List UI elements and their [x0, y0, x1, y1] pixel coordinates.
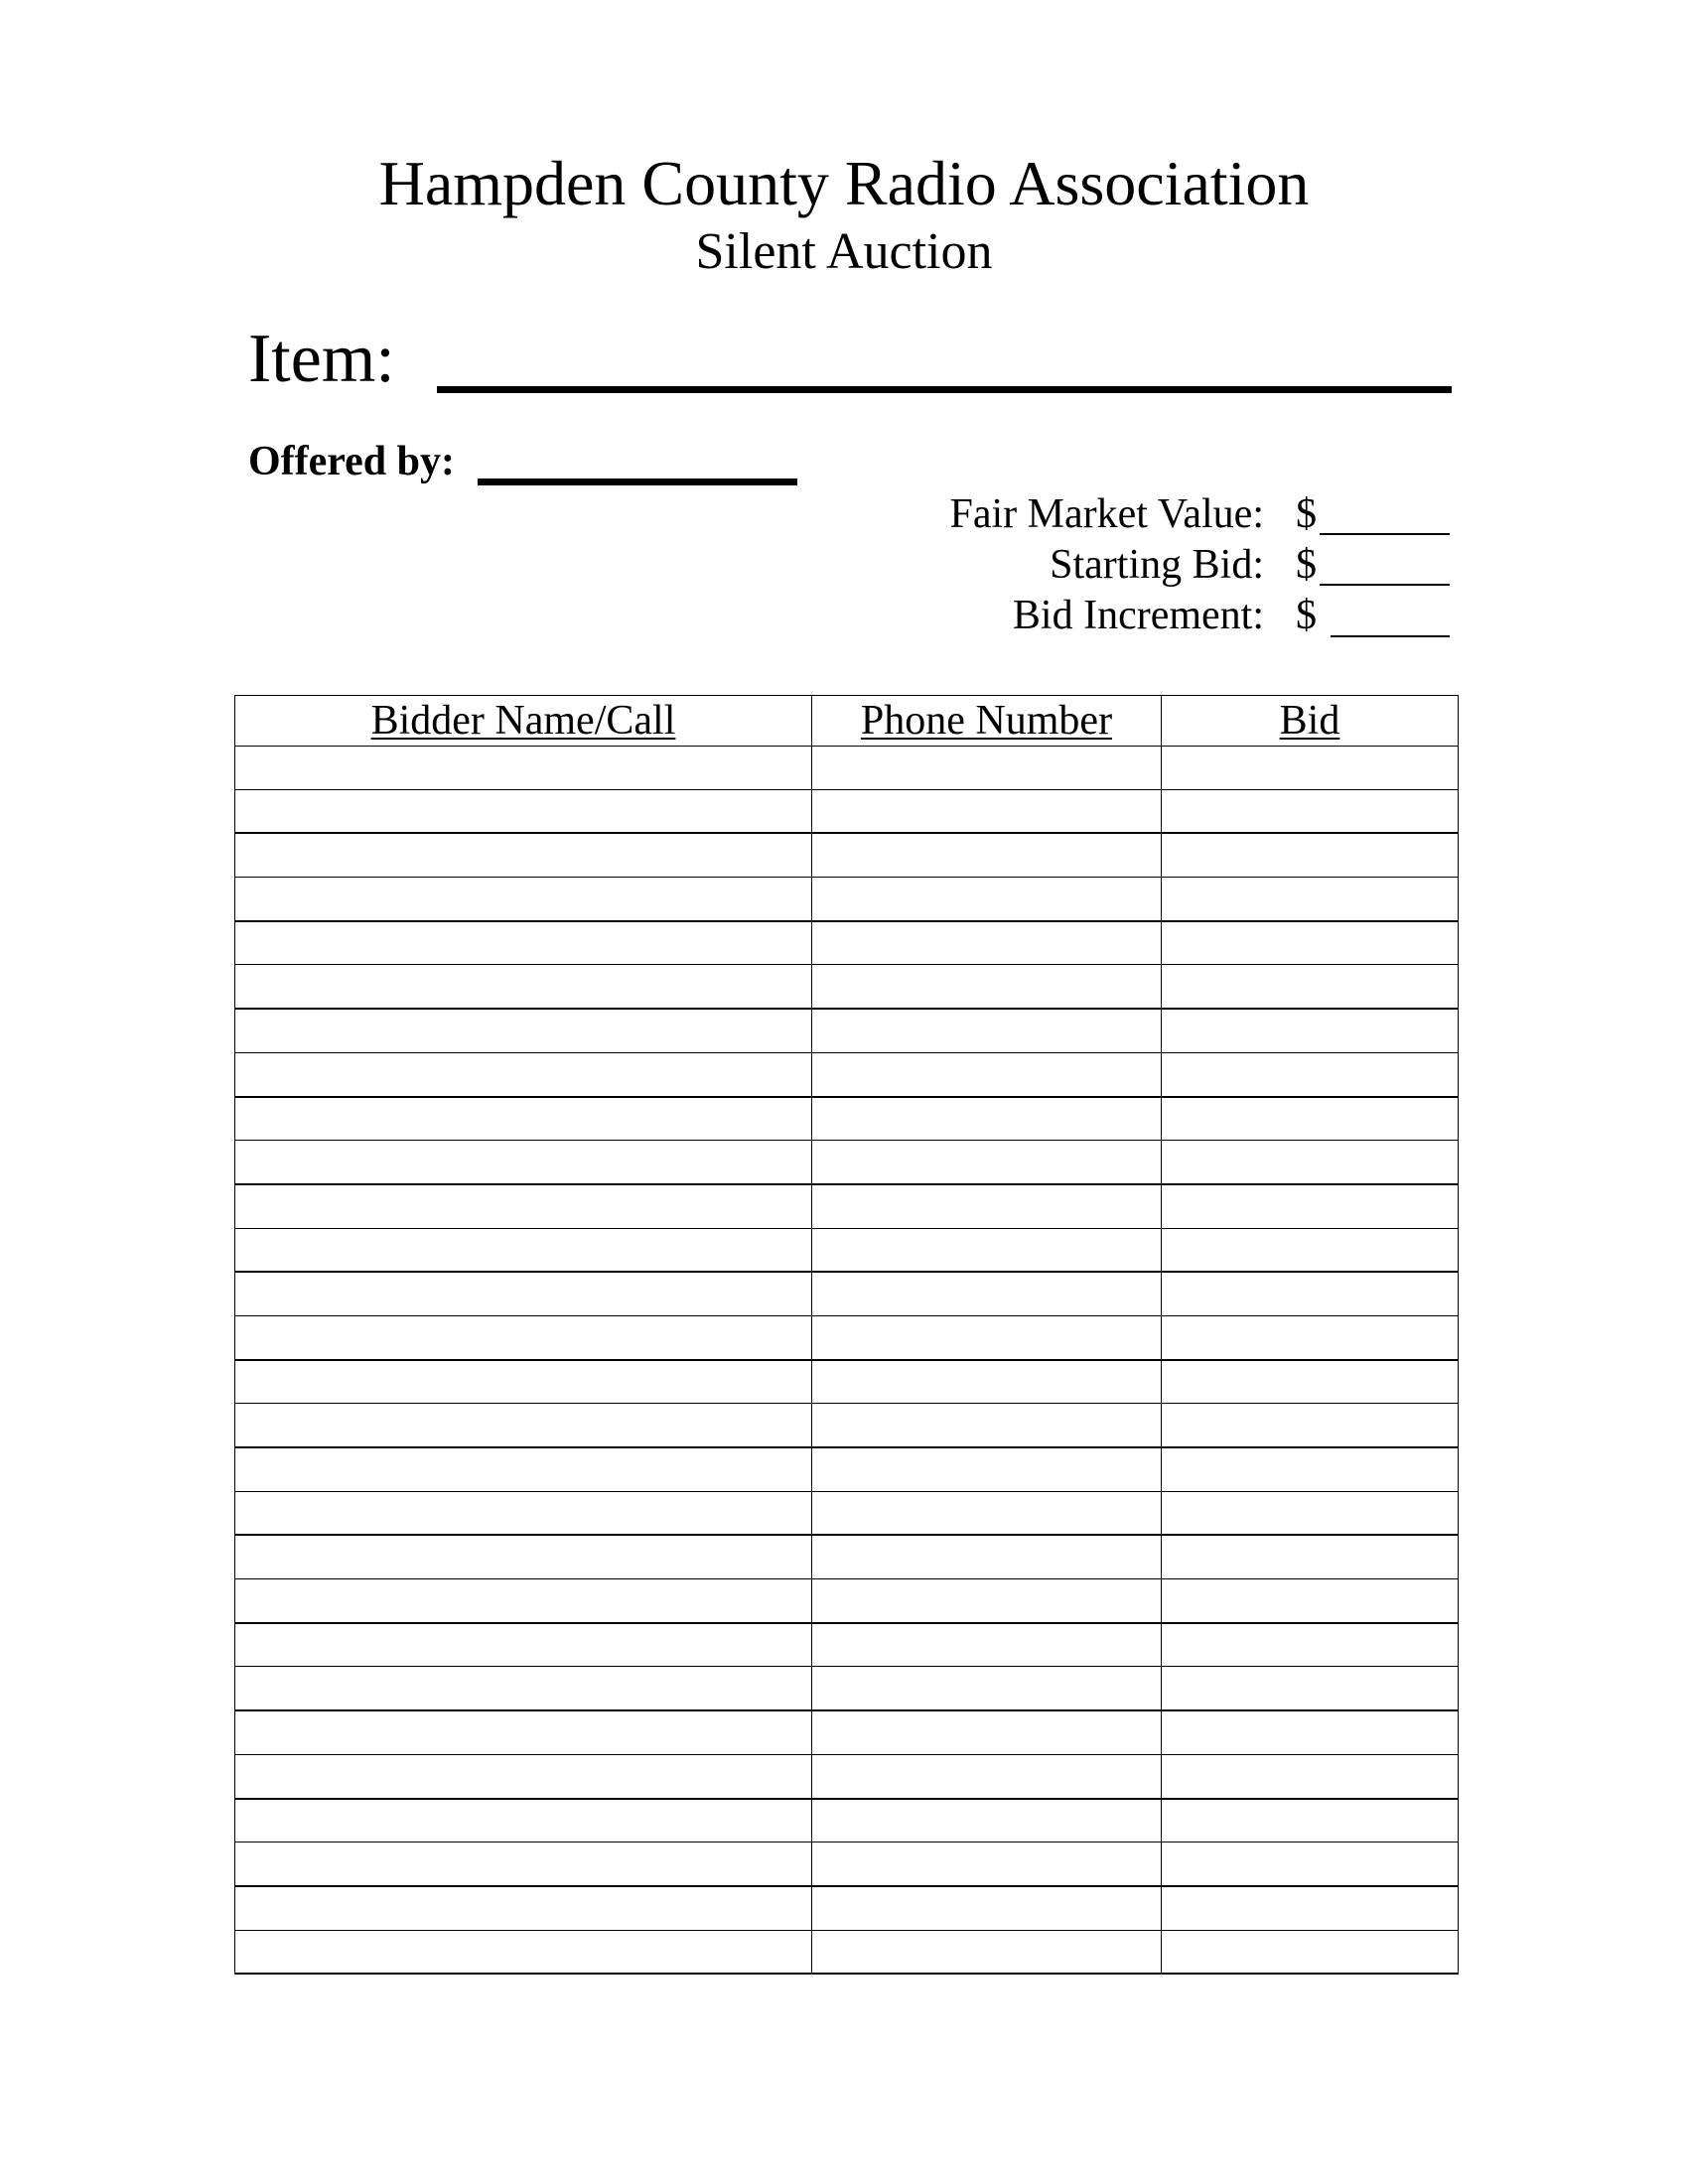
- bid-cell[interactable]: [1162, 1579, 1459, 1623]
- bid-cell[interactable]: [1162, 1623, 1459, 1667]
- bidder-name-cell[interactable]: [235, 1447, 812, 1491]
- bid-table-header-row: [235, 696, 1459, 747]
- table-row: [235, 1843, 1459, 1886]
- phone-number-cell[interactable]: [812, 1228, 1162, 1272]
- bid-cell[interactable]: [1162, 1930, 1459, 1974]
- bid-cell[interactable]: [1162, 1360, 1459, 1404]
- phone-number-cell[interactable]: [812, 1623, 1162, 1667]
- table-row: [235, 1930, 1459, 1974]
- table-row: [235, 1667, 1459, 1710]
- table-row: [235, 1009, 1459, 1052]
- bidder-name-cell[interactable]: [235, 1799, 812, 1843]
- table-row: [235, 1184, 1459, 1228]
- phone-number-cell[interactable]: [812, 1930, 1162, 1974]
- bidder-name-cell[interactable]: [235, 1579, 812, 1623]
- table-row: [235, 1447, 1459, 1491]
- bidder-name-cell[interactable]: [235, 747, 812, 790]
- bid-cell[interactable]: [1162, 1667, 1459, 1710]
- table-row: [235, 1535, 1459, 1578]
- bidder-name-cell[interactable]: [235, 1710, 812, 1754]
- bid-cell[interactable]: [1162, 1272, 1459, 1315]
- bidder-name-cell[interactable]: [235, 1315, 812, 1359]
- offered-by-label: Offered by:: [248, 439, 456, 484]
- table-row: [235, 747, 1459, 790]
- phone-number-column-header: Phone Number: [812, 696, 1162, 747]
- bidder-name-cell[interactable]: [235, 921, 812, 965]
- phone-number-cell[interactable]: [812, 1667, 1162, 1710]
- organization-title: Hampden County Radio Association: [378, 148, 1310, 218]
- bid-increment-field[interactable]: [1331, 635, 1450, 637]
- table-row: [235, 1886, 1459, 1930]
- phone-number-cell[interactable]: [812, 1491, 1162, 1535]
- bidder-name-cell[interactable]: [235, 789, 812, 833]
- table-row: [235, 1623, 1459, 1667]
- bidder-name-cell[interactable]: [235, 1754, 812, 1798]
- bidder-name-cell[interactable]: [235, 1886, 812, 1930]
- table-row: [235, 1491, 1459, 1535]
- phone-number-cell[interactable]: [812, 1360, 1162, 1404]
- phone-number-cell[interactable]: [812, 878, 1162, 921]
- phone-number-cell[interactable]: [812, 1843, 1162, 1886]
- phone-number-cell[interactable]: [812, 1097, 1162, 1141]
- table-row: [235, 1799, 1459, 1843]
- bidder-name-cell[interactable]: [235, 833, 812, 877]
- bidder-name-cell[interactable]: [235, 965, 812, 1009]
- phone-number-cell[interactable]: [812, 1799, 1162, 1843]
- table-row: [235, 1228, 1459, 1272]
- bidder-name-cell[interactable]: [235, 1535, 812, 1578]
- bid-cell[interactable]: [1162, 789, 1459, 833]
- table-row: [235, 1097, 1459, 1141]
- table-row: [235, 1141, 1459, 1184]
- phone-number-cell[interactable]: [812, 965, 1162, 1009]
- phone-number-cell[interactable]: [812, 1579, 1162, 1623]
- phone-number-cell[interactable]: [812, 1052, 1162, 1096]
- bid-cell[interactable]: [1162, 747, 1459, 790]
- phone-number-cell[interactable]: [812, 1886, 1162, 1930]
- bidder-name-cell[interactable]: [235, 878, 812, 921]
- phone-number-cell[interactable]: [812, 1447, 1162, 1491]
- bid-cell[interactable]: [1162, 965, 1459, 1009]
- table-row: [235, 1360, 1459, 1404]
- bid-cell[interactable]: [1162, 1009, 1459, 1052]
- phone-number-cell[interactable]: [812, 1141, 1162, 1184]
- bid-cell[interactable]: [1162, 1754, 1459, 1798]
- table-row: [235, 965, 1459, 1009]
- bid-cell[interactable]: [1162, 1886, 1459, 1930]
- bidder-name-cell[interactable]: [235, 1623, 812, 1667]
- bid-cell[interactable]: [1162, 1315, 1459, 1359]
- item-field[interactable]: [437, 386, 1452, 393]
- bid-cell[interactable]: [1162, 1535, 1459, 1578]
- bid-increment-label: Bid Increment:: [1012, 593, 1264, 638]
- bid-cell[interactable]: [1162, 833, 1459, 877]
- bidder-name-cell[interactable]: [235, 1141, 812, 1184]
- phone-number-cell[interactable]: [812, 1009, 1162, 1052]
- form-subtitle: Silent Auction: [695, 223, 993, 280]
- fair-market-value-label: Fair Market Value:: [949, 491, 1264, 537]
- bidder-name-cell[interactable]: [235, 1009, 812, 1052]
- bid-cell[interactable]: [1162, 1843, 1459, 1886]
- phone-number-cell[interactable]: [812, 1272, 1162, 1315]
- table-row: [235, 833, 1459, 877]
- bid-table: [234, 695, 1459, 1975]
- table-row: [235, 921, 1459, 965]
- bid-cell[interactable]: [1162, 1491, 1459, 1535]
- bid-cell[interactable]: [1162, 1052, 1459, 1096]
- bidder-name-cell[interactable]: [235, 1052, 812, 1096]
- bidder-name-cell[interactable]: [235, 1228, 812, 1272]
- table-row: [235, 789, 1459, 833]
- bidder-name-cell[interactable]: [235, 1843, 812, 1886]
- bidder-name-cell[interactable]: [235, 1360, 812, 1404]
- offered-by-field[interactable]: [478, 478, 797, 485]
- table-row: [235, 878, 1459, 921]
- starting-bid-field[interactable]: [1320, 584, 1450, 586]
- bid-cell[interactable]: [1162, 1710, 1459, 1754]
- phone-number-cell[interactable]: [812, 1315, 1162, 1359]
- bid-column-header: Bid: [1162, 696, 1459, 747]
- bid-cell[interactable]: [1162, 1184, 1459, 1228]
- bidder-name-cell[interactable]: [235, 1667, 812, 1710]
- table-row: [235, 1052, 1459, 1096]
- bidder-name-column-header: Bidder Name/Call: [235, 696, 812, 747]
- fair-market-value-currency: $: [1296, 491, 1317, 537]
- bidder-name-cell[interactable]: [235, 1404, 812, 1447]
- table-row: [235, 1315, 1459, 1359]
- phone-number-cell[interactable]: [812, 747, 1162, 790]
- phone-number-cell[interactable]: [812, 789, 1162, 833]
- bid-increment-currency: $: [1296, 593, 1317, 638]
- item-label: Item:: [248, 321, 395, 397]
- bid-cell[interactable]: [1162, 1228, 1459, 1272]
- bidder-name-cell[interactable]: [235, 1272, 812, 1315]
- fair-market-value-field[interactable]: [1320, 533, 1450, 535]
- bid-cell[interactable]: [1162, 878, 1459, 921]
- bidder-name-cell[interactable]: [235, 1097, 812, 1141]
- table-row: [235, 1754, 1459, 1798]
- phone-number-cell[interactable]: [812, 1754, 1162, 1798]
- bidder-name-cell[interactable]: [235, 1184, 812, 1228]
- bid-cell[interactable]: [1162, 1141, 1459, 1184]
- phone-number-cell[interactable]: [812, 833, 1162, 877]
- bid-table-body: [235, 747, 1459, 1975]
- table-row: [235, 1710, 1459, 1754]
- bid-cell[interactable]: [1162, 1097, 1459, 1141]
- bidder-name-cell[interactable]: [235, 1930, 812, 1974]
- starting-bid-label: Starting Bid:: [1050, 542, 1264, 588]
- bid-cell[interactable]: [1162, 1447, 1459, 1491]
- table-row: [235, 1404, 1459, 1447]
- phone-number-cell[interactable]: [812, 1535, 1162, 1578]
- phone-number-cell[interactable]: [812, 1184, 1162, 1228]
- bid-cell[interactable]: [1162, 1799, 1459, 1843]
- phone-number-cell[interactable]: [812, 1710, 1162, 1754]
- bid-cell[interactable]: [1162, 1404, 1459, 1447]
- bidder-name-cell[interactable]: [235, 1491, 812, 1535]
- phone-number-cell[interactable]: [812, 921, 1162, 965]
- table-row: [235, 1579, 1459, 1623]
- starting-bid-currency: $: [1296, 542, 1317, 588]
- table-row: [235, 1272, 1459, 1315]
- phone-number-cell[interactable]: [812, 1404, 1162, 1447]
- bid-cell[interactable]: [1162, 921, 1459, 965]
